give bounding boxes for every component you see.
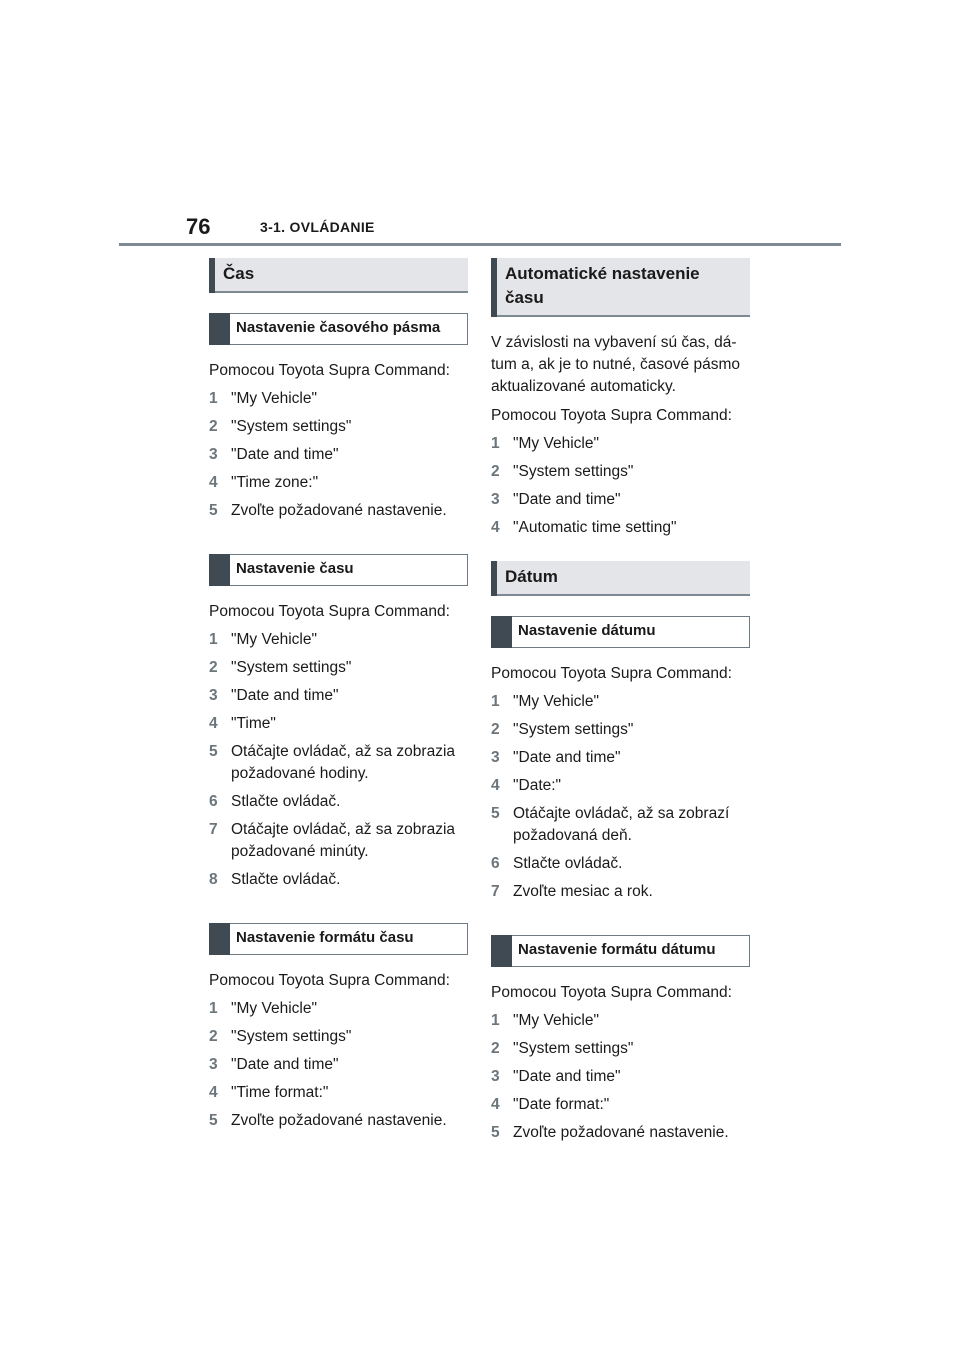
step-number: 1 [209, 390, 218, 407]
subheading-time-format: Nastavenie formátu času [209, 923, 468, 955]
step-item [209, 444, 468, 466]
step-item [209, 388, 468, 410]
step-item [209, 1026, 468, 1048]
step-item [491, 1094, 750, 1116]
step-text: "My Vehicle" [513, 435, 599, 452]
step-item [209, 791, 468, 813]
left-column [209, 258, 468, 1132]
step-number: 2 [491, 1040, 500, 1057]
step-item [209, 741, 468, 785]
step-number: 7 [491, 883, 500, 900]
step-number: 4 [209, 1084, 218, 1101]
step-item [209, 869, 468, 891]
step-text: "Date and time" [231, 446, 339, 463]
intro-text: Pomocou Toyota Supra Command: [209, 972, 450, 989]
steps-time-format [209, 998, 468, 1132]
step-text: "My Vehicle" [231, 631, 317, 648]
step-item [491, 1010, 750, 1032]
step-text: "Date format:" [513, 1096, 610, 1113]
step-text: "My Vehicle" [513, 1012, 599, 1029]
step-number: 1 [491, 693, 500, 710]
step-item [491, 461, 750, 483]
subheading-set-date: Nastavenie dátumu [491, 616, 750, 648]
step-text: Stlačte ovládač. [231, 871, 341, 888]
intro-text: Pomocou Toyota Supra Command: [491, 407, 732, 424]
description-text: V závislosti na vybavení sú čas, dá-tum a, ak je to nutné, časové pásmo aktualizované automaticky. [491, 334, 740, 395]
step-text: "Time zone:" [231, 474, 319, 491]
step-number: 2 [209, 418, 218, 435]
step-number: 4 [491, 777, 500, 794]
step-number: 7 [209, 821, 218, 838]
step-text: "Date and time" [231, 687, 339, 704]
step-item [209, 629, 468, 651]
step-number: 1 [209, 631, 218, 648]
step-text: "Date and time" [513, 491, 621, 508]
step-item [209, 1082, 468, 1104]
step-text: "System settings" [513, 1040, 634, 1057]
intro-text: Pomocou Toyota Supra Command: [491, 984, 732, 1001]
step-text: "Date:" [513, 777, 562, 794]
step-item [491, 719, 750, 741]
step-item [491, 517, 750, 539]
step-item [491, 691, 750, 713]
step-number: 2 [209, 659, 218, 676]
step-text: Zvoľte požadované nastavenie. [513, 1124, 729, 1141]
step-number: 4 [209, 715, 218, 732]
step-number: 1 [491, 1012, 500, 1029]
steps-automatic-time [491, 433, 750, 539]
step-number: 1 [491, 435, 500, 452]
section-heading-date: Dátum [491, 561, 750, 596]
section-heading-automatic-time: Automatické nastavenie času [491, 258, 750, 317]
step-number: 4 [491, 1096, 500, 1113]
step-number: 6 [491, 855, 500, 872]
step-text: "Automatic time setting" [513, 519, 677, 536]
step-number: 3 [491, 491, 500, 508]
step-item [209, 472, 468, 494]
step-number: 1 [209, 1000, 218, 1017]
step-text: Otáčajte ovládač, až sa zobrazí požadovaná deň. [513, 805, 730, 844]
step-text: "Time format:" [231, 1084, 329, 1101]
step-item [209, 998, 468, 1020]
step-item [209, 685, 468, 707]
step-item [491, 1038, 750, 1060]
step-item [209, 500, 468, 522]
step-number: 5 [491, 1124, 500, 1141]
step-text: Zvoľte mesiac a rok. [513, 883, 653, 900]
section-heading-time: Čas [209, 258, 468, 293]
step-item [209, 1054, 468, 1076]
step-text: Otáčajte ovládač, až sa zobrazia požadované minúty. [231, 821, 456, 860]
step-text: "Date and time" [231, 1056, 339, 1073]
step-text: "System settings" [513, 721, 634, 738]
step-item [209, 713, 468, 735]
steps-set-date [491, 691, 750, 903]
step-number: 3 [491, 1068, 500, 1085]
intro-text: Pomocou Toyota Supra Command: [209, 603, 450, 620]
step-text: Otáčajte ovládač, až sa zobrazia požadované hodiny. [231, 743, 456, 782]
step-item [491, 747, 750, 769]
step-text: Stlačte ovládač. [513, 855, 623, 872]
step-item [209, 819, 468, 863]
step-number: 4 [209, 474, 218, 491]
step-number: 3 [209, 687, 218, 704]
step-text: "Date and time" [513, 749, 621, 766]
step-number: 5 [209, 502, 218, 519]
step-text: "Time" [231, 715, 276, 732]
step-item [491, 803, 750, 847]
step-text: "System settings" [513, 463, 634, 480]
step-text: Stlačte ovládač. [231, 793, 341, 810]
steps-set-time [209, 629, 468, 891]
chapter-title: 3-1. OVLÁDANIE [260, 219, 375, 235]
subheading-set-time: Nastavenie času [209, 554, 468, 586]
step-item [209, 1110, 468, 1132]
steps-date-format [491, 1010, 750, 1144]
step-item [209, 657, 468, 679]
step-number: 2 [491, 463, 500, 480]
subheading-time-zone: Nastavenie časového pásma [209, 313, 468, 345]
step-text: "My Vehicle" [231, 390, 317, 407]
step-number: 5 [491, 805, 500, 822]
step-number: 8 [209, 871, 218, 888]
right-column [491, 258, 750, 1144]
step-text: Zvoľte požadované nastavenie. [231, 1112, 447, 1129]
step-text: "My Vehicle" [513, 693, 599, 710]
intro-text: Pomocou Toyota Supra Command: [209, 362, 450, 379]
step-number: 6 [209, 793, 218, 810]
step-item [491, 433, 750, 455]
step-text: "System settings" [231, 418, 352, 435]
step-number: 2 [491, 721, 500, 738]
steps-time-zone [209, 388, 468, 522]
step-text: "System settings" [231, 1028, 352, 1045]
step-number: 3 [491, 749, 500, 766]
step-item [491, 881, 750, 903]
step-number: 3 [209, 446, 218, 463]
step-text: Zvoľte požadované nastavenie. [231, 502, 447, 519]
step-text: "System settings" [231, 659, 352, 676]
step-item [491, 1066, 750, 1088]
step-text: "My Vehicle" [231, 1000, 317, 1017]
step-item [491, 489, 750, 511]
step-item [491, 853, 750, 875]
step-number: 2 [209, 1028, 218, 1045]
page-number: 76 [186, 214, 211, 239]
step-item [491, 775, 750, 797]
step-number: 5 [209, 743, 218, 760]
step-number: 4 [491, 519, 500, 536]
header-rule [119, 243, 841, 246]
step-item [491, 1122, 750, 1144]
step-item [209, 416, 468, 438]
step-number: 5 [209, 1112, 218, 1129]
intro-text: Pomocou Toyota Supra Command: [491, 665, 732, 682]
step-number: 3 [209, 1056, 218, 1073]
step-text: "Date and time" [513, 1068, 621, 1085]
subheading-date-format: Nastavenie formátu dátumu [491, 935, 750, 967]
